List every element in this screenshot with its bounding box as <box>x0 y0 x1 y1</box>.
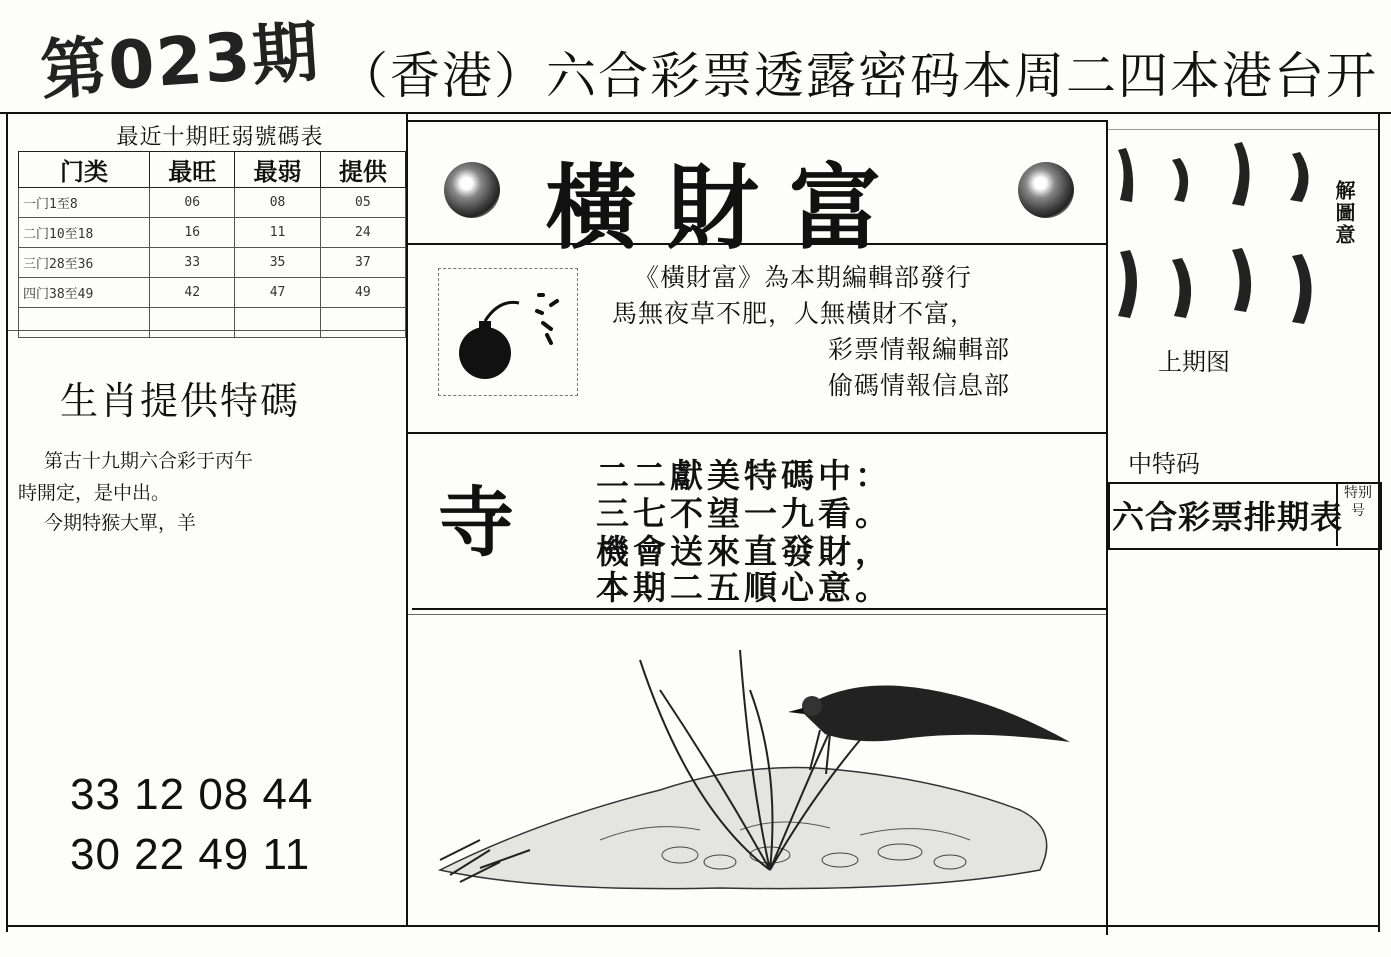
bomb-illustration <box>438 268 578 396</box>
table-cell: 11 <box>235 218 320 248</box>
bird-illustration <box>420 630 1100 910</box>
editorial-bottom-line <box>408 432 1108 434</box>
special-code-label: 中特码 <box>1128 450 1200 478</box>
table-cell: 42 <box>150 278 235 308</box>
table-cell: 三门28至36 <box>19 248 150 278</box>
table-cell: 二门10至18 <box>19 218 150 248</box>
table-cell: 35 <box>235 248 320 278</box>
bottom-frame-line <box>6 925 1378 927</box>
table-row <box>19 278 406 308</box>
poem-line: 本期二五順心意。 <box>596 568 892 607</box>
column-header: 最弱 <box>235 152 320 188</box>
decode-label: 解圖意 <box>1332 180 1356 246</box>
table-cell: 24 <box>320 218 405 248</box>
left-frame-line <box>6 112 8 932</box>
brand-title: 橫財富 <box>545 154 912 262</box>
editorial-line: 彩票情報編輯部 <box>828 335 1011 364</box>
table-cell: 08 <box>235 188 320 218</box>
table-row <box>19 248 406 278</box>
schedule-title: 六合彩票排期表 <box>1112 498 1344 536</box>
table-cell: 16 <box>150 218 235 248</box>
mystery-glyph-grid <box>1112 140 1332 340</box>
right-top-line <box>1108 129 1378 130</box>
table-cell: 47 <box>235 278 320 308</box>
coin-icon <box>444 162 500 218</box>
table-cell: 49 <box>320 278 405 308</box>
table-cell: 37 <box>320 248 405 278</box>
middle-top-line <box>408 120 1108 122</box>
column-header: 门类 <box>19 152 150 188</box>
ranking-table-title: 最近十期旺弱號碼表 <box>116 125 324 150</box>
picture-top-line <box>408 614 1106 615</box>
temple-character: 寺 <box>438 478 514 567</box>
table-cell: 一门1至8 <box>19 188 150 218</box>
poem-line: 機會送來直發財， <box>596 532 892 571</box>
table-cell <box>320 308 405 338</box>
numbers-row-1: 33 12 08 44 <box>70 770 314 819</box>
editorial-line: 偷碼情報信息部 <box>828 371 1011 400</box>
special-number-label: 特别号 <box>1344 485 1372 519</box>
table-row <box>19 218 406 248</box>
table-cell: 06 <box>150 188 235 218</box>
zodiac-line: 今期特猴大單，羊 <box>44 512 197 534</box>
editorial-line: 馬無夜草不肥，人無橫財不富， <box>612 299 977 328</box>
numbers-row-2: 30 22 49 11 <box>70 830 311 879</box>
column-header: 最旺 <box>150 152 235 188</box>
zodiac-line: 時開定，是中出。 <box>18 482 171 504</box>
headline: （香港）六合彩票透露密码本周二四本港台开 <box>338 47 1378 105</box>
table-cell <box>150 308 235 338</box>
table-row <box>19 308 406 338</box>
table-cell <box>19 308 150 338</box>
top-frame-line <box>0 112 1391 114</box>
poem-line: 三七不望一九看。 <box>596 494 892 533</box>
table-cell <box>235 308 320 338</box>
bomb-icon <box>439 269 577 395</box>
glyph-chart-icon <box>1112 140 1332 340</box>
table-row <box>19 188 406 218</box>
editorial-line: 《橫財富》為本期編輯部發行 <box>634 263 973 292</box>
zodiac-line: 第古十九期六合彩于丙午 <box>44 450 254 472</box>
zodiac-title: 生肖提供特碼 <box>60 379 301 423</box>
ranking-table <box>18 151 406 338</box>
table-cell: 四门38至49 <box>19 278 150 308</box>
table-cell: 05 <box>320 188 405 218</box>
coin-icon <box>1018 162 1074 218</box>
table-cell: 33 <box>150 248 235 278</box>
ranking-header-row <box>19 152 406 188</box>
left-column-divider <box>406 112 408 927</box>
issue-number: 第023期 <box>38 13 323 110</box>
poem-line: 二二獻美特碼中： <box>596 456 892 495</box>
column-header: 提供 <box>320 152 405 188</box>
last-issue-chart-label: 上期图 <box>1158 348 1230 376</box>
